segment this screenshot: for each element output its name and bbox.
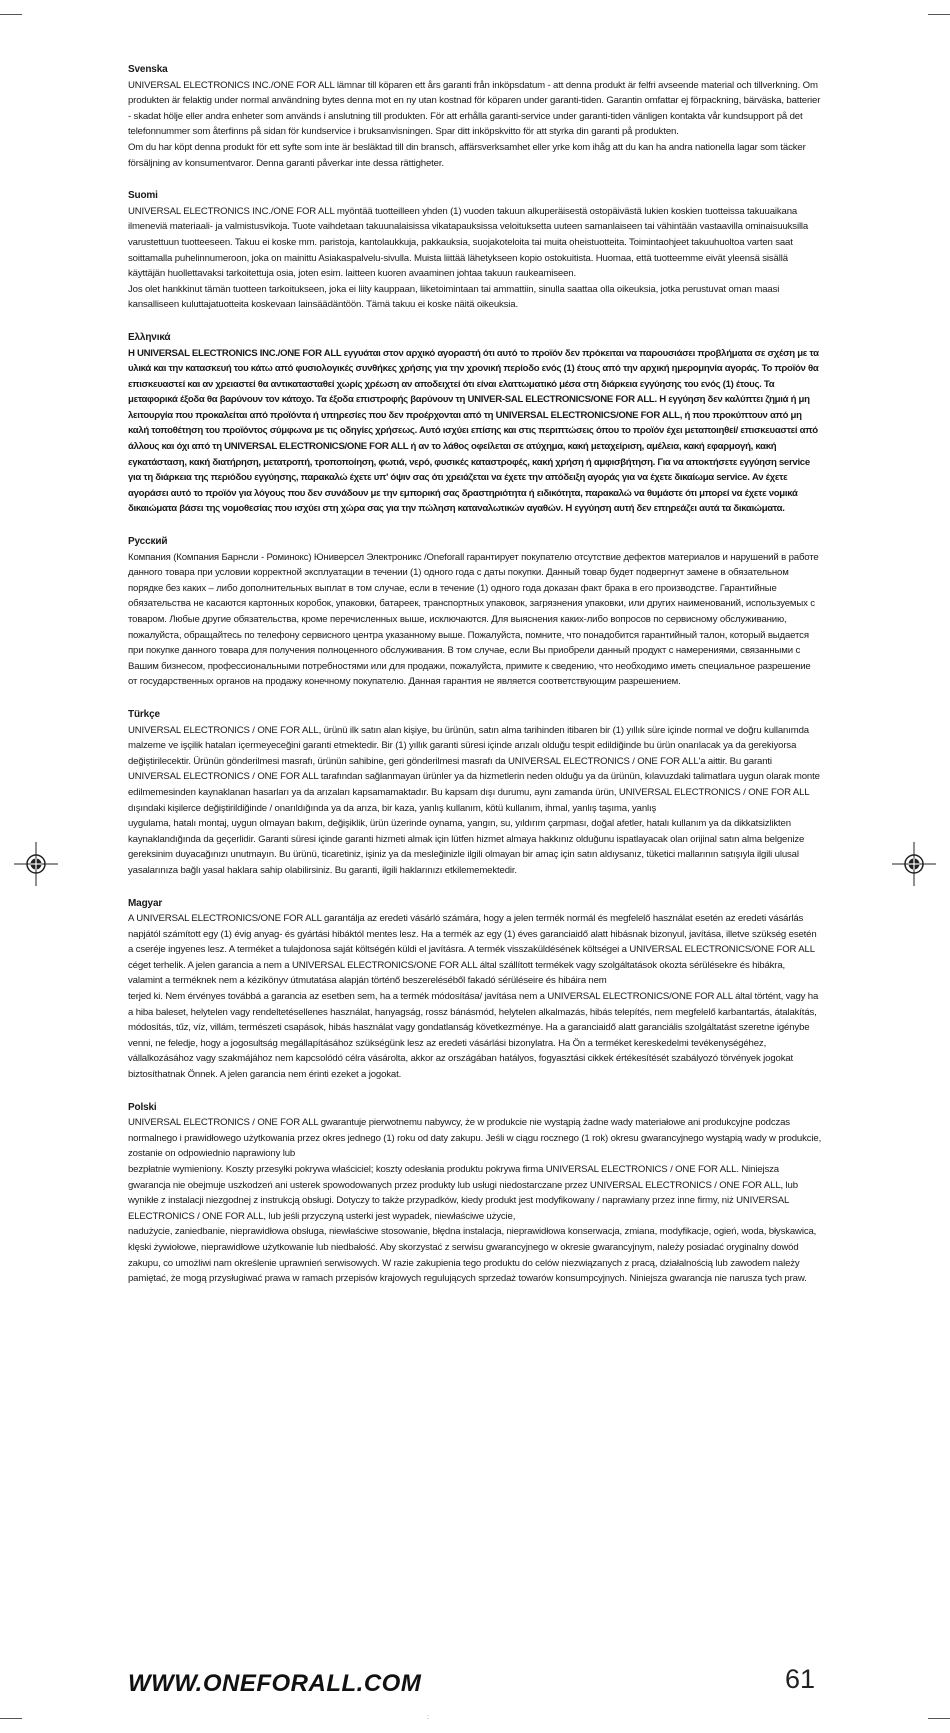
section-paragraph: A UNIVERSAL ELECTRONICS/ONE FOR ALL garantálja az eredeti vásárló számára, hogy a jelen termék normál és megfelelő használat esetén az eredeti vásárlás napjától számított egy (1) évig anyag- és gyártási hibáktól mentes lesz. Ha a termék az egy (1) éves garanciaidő alatt hibásnak bizonyul, javítása, illetve szükség esetén a cseréje ingyenes lesz. A terméket a tulajdonosa saját költségén küldi el javításra. A termék visszaküldésének költségei a UNIVERSAL ELECTRONICS/ONE FOR ALL céget terhelik. A jelen garancia a nem a UNIVERSAL ELECTRONICS/ONE FOR ALL által szállított termékek vagy szolgáltatások okozta sérülésekre és hibákra, valamint a terméknek nem a kézikönyv útmutatása alapján történő beszereléséből fakadó sérüléseire és hibáira nem xyxy=(128,913,817,987)
section-paragraph: bezpłatnie wymieniony. Koszty przesyłki pokrywa właściciel; koszty odesłania produktu pokrywa firma UNIVERSAL ELECTRONICS / ONE FOR ALL. Niniejsza gwarancja nie obejmuje uszkodzeń ani usterek spowodowanych przez produkty lub usługi niedostarczane przez UNIVERSAL ELECTRONICS / ONE FOR ALL, lub wynikłe z instalacji niezgodnej z instrukcją obsługi. Dotyczy to także przypadków, kiedy produkt jest modyfikowany / naprawiany przez inne firmy, niż UNIVERSAL ELECTRONICS / ONE FOR ALL, lub jeśli przyczyną usterki jest wypadek, niewłaściwe użycie, xyxy=(128,1164,798,1222)
section-svenska xyxy=(128,62,822,171)
crop-mark-top-left xyxy=(0,14,22,15)
warranty-text-column xyxy=(128,62,822,1304)
section-heading: Suomi xyxy=(128,190,158,202)
section-suomi xyxy=(128,188,822,313)
section-paragraph: Компания (Компания Барнсли - Роминокс) Юниверсел Электроникс /Oneforall гарантирует покупателю отсутствие дефектов материалов и нарушений в работе данного товара при условии корректной эксплуатации в течении (1) одного года с даты покупки. Данный товар будет подвергнут замене в обязательном порядке без каких – либо дополнительных выплат в том случае, если в течение (1) одного года доказан факт брака в его производстве. Гарантийные обязательства не касаются картонных коробок, упаковки, батареек, транспортных упаковок, загрязнения упаковки, или других наименований, используемых с товаром. Любые другие обязательства, кроме перечисленных выше, исключаются. Для выяснения каких-либо вопросов по сервисному обслуживанию, пожалуйста, обращайтесь по телефону сервисного центра указанному выше. Пожалуйста, помните, что понадобится гарантийный талон, который выдается при покупке данного товара для получения полноценного обслуживания. В том случае, если Вы приобрели данный продукт с намерениями, связанными с Вашим бизнесом, профессиональными потребностями или для продажи, пожалуйста, примите к сведению, что необходимо иметь специальное разрешение от государственных органов на продажу конечному покупателю. Данная гарантия не является соответствующим разрешением. xyxy=(128,551,819,688)
section-heading: Polski xyxy=(128,1101,157,1113)
section-paragraph: uygulama, hatalı montaj, uygun olmayan bakım, değişiklik, ürün üzerinde oynama, yangın, su, yıldırım çarpması, doğal afetler, hatalı kullanım ya da dikkatsizlikten kaynaklandığında da geçerlidir. Garanti süresi içinde garanti hizmeti almak için lütfen hizmet almaya hakkınız olduğunu ispatlayacak olan orijinal satın alma belgenize gereksinim duyacağınızı unutmayın. Bu ürünü, ticaretiniz, işiniz ya da mesleğinizle ilgili olmayan bir amaç için satın aldıysanız, tüketici mallarının satışıyla ilgili ulusal yasalarınıza bağlı yasal haklara sahip olabilirsiniz. Bu garanti, ilgili haklarınızı etkilememektedir. xyxy=(128,818,805,876)
page-number: 61 xyxy=(785,1664,816,1694)
section-paragraph: UNIVERSAL ELECTRONICS INC./ONE FOR ALL lämnar till köparen ett års garanti från inköpsdatum - att denna produkt är felfri avseende material och tillverkning. Om produkten är felaktig under normal användning bytes denna mot en ny utan kostnad för köparen under garanti-tiden. Garantin omfattar ej förpackning, bärväska, batterier - skadat hölje eller andra enheter som används i anslutning till produkten. För att erhålla garanti-service under garanti-tiden vänligen kontakta vår kundsupport på det telefonnummer som återfinns på sidan för kundservice i bruksanvisningen. Spar ditt inköpskvitto för att styrka din garanti på produkten. xyxy=(128,79,821,138)
section-paragraph: UNIVERSAL ELECTRONICS / ONE FOR ALL, ürünü ilk satın alan kişiye, bu ürünün, satın alma tarihinden itibaren bir (1) yıllık süre içinde normal ve doğru kullanımda malzeme ve işçilik hataları içermeyeceğini garanti etmektedir. Bir (1) yıllık garanti süresi içinde arızalı olduğu tespit edildiğinde bu ürün onarılacak ya da gerekiyorsa değiştirilecektir. Ürünün gönderilmesi masrafı, ürünün sahibine, geri gönderilmesi masrafı da UNIVERSAL ELECTRONICS / ONE FOR ALL'a aittir. Bu garanti UNIVERSAL ELECTRONICS / ONE FOR ALL tarafından sağlanmayan ürünler ya da hizmetlerin neden olduğu ya da ürünün, kılavuzdaki talimatlara uygun olarak monte edilmemesinden kaynaklanan hasarları ya da arızaları kapsamamaktadır. Bu kapsam dışı durumu, aynı zamanda ürün, UNIVERSAL ELECTRONICS / ONE FOR ALL dışındaki kişilerce değiştirildiğinde / onarıldığında ya da arıza, bir kaza, yanlış kullanım, kötü kullanım, ihmal, yanlış taşıma, yanlış xyxy=(128,724,820,814)
section-heading: Русский xyxy=(128,536,168,548)
crop-mark-bottom-right xyxy=(928,1718,950,1719)
section-paragraph: Om du har köpt denna produkt för ett syfte som inte är besläktad till din bransch, affärsverksamhet eller yrke kom ihåg att du kan ha andra nationella lagar som täcker försäljning av konsumentvaror. Denna garanti påverkar inte dessa rättigheter. xyxy=(128,141,806,169)
registration-mark-left-icon xyxy=(14,842,58,886)
section-heading: Ελληνικά xyxy=(128,331,171,343)
section-heading: Magyar xyxy=(128,897,163,909)
section-turkce xyxy=(128,707,822,879)
footer-website-url: WWW.ONEFORALL.COM xyxy=(128,1670,422,1697)
registration-mark-right-icon xyxy=(892,842,936,886)
section-heading: Svenska xyxy=(128,64,168,75)
section-magyar xyxy=(128,896,822,1083)
section-russkiy xyxy=(128,534,822,690)
section-heading: Türkçe xyxy=(128,708,160,720)
section-paragraph: terjed ki. Nem érvényes továbbá a garancia az esetben sem, ha a termék módosítása/ javítása nem a UNIVERSAL ELECTRONICS/ONE FOR ALL által történt, vagy ha a hiba baleset, helytelen vagy rendeltetésellenes használat, hanyagság, rossz bánásmód, helytelen alkalmazás, hibás telepítés, nem megfelelő karbantartás, átalakítás, módosítás, tűz, víz, villám, természeti csapások, hibás használat vagy gondatlanság következménye. Ha a garanciaidő alatt garanciális szolgáltatást szeretne igénybe venni, ne feledje, hogy a jogosultság megállapításához szükségünk lesz az eredeti vásárlási bizonylatra. Ha Ön a terméket kereskedelmi tevékenységéhez, vállalkozásához vagy szakmájához nem kapcsolódó célra vásárolta, akkor az országában hatályos, fogyasztási cikkek értékesítését szabályozó törvények jogokat biztosíthatnak Önnek. A jelen garancia nem érinti ezeket a jogokat. xyxy=(128,991,819,1081)
bottom-center-mark: : xyxy=(427,1714,429,1721)
section-polski xyxy=(128,1100,822,1287)
section-paragraph: Η UNIVERSAL ELECTRONICS INC./ONE FOR ALL εγγυάται στον αρχικό αγοραστή ότι αυτό το προϊόν δεν πρόκειται να παρουσιάσει προβλήματα σε σχέση με τα υλικά και την κατασκευή του κάτω από φυσιολογικές συνθήκες χρήσης για την χρονική περίοδο ενός (1) έτους από την αρχική ημερομηνία αγοράς. Το προϊόν θα επισκευαστεί και αν χρειαστεί θα αντικατασταθεί χωρίς χρέωση αν αποδειχτεί ότι είναι ελαττωματικό μέσα στη διάρκεια εγγύησης του ενός (1) έτους. Τα μεταφορικά έξοδα θα βαρύνουν τον κάτοχο. Τα έξοδα επιστροφής βαρύνουν τη UNIVER-SAL ELECTRONICS/ONE FOR ALL. Η εγγύηση δεν καλύπτει ζημιά ή μη λειτουργία που προκαλείται από προϊόντα ή υπηρεσίες που δεν προέρχονται από τη UNIVERSAL ELECTRONICS/ONE FOR ALL, ή που προκύπτουν από μη καλή τοποθέτηση του προϊόντος σύμφωνα με τις οδηγίες χρήσεως. Αυτό ισχύει επίσης και στις περιπτώσεις όπου το προϊόν έχει μεταποιηθεί/ επισκευαστεί από άλλους και όχι από τη UNIVERSAL ELECTRONICS/ONE FOR ALL ή αν το λάθος οφείλεται σε ατύχημα, κακή μεταχείριση, αμέλεια, κακή εφαρμογή, κακή εγκατάσταση, κακή διατήρηση, μετατροπή, τροποποίηση, φωτιά, νερό, φυσικές καταστροφές, κακή χρήση ή αμφισβήτηση. Για να αποκτήσετε εγγύηση service για τη διάρκεια της περιόδου εγγύησης, παρακαλώ έχετε υπ' όψιν σας ότι χρειάζεται να έχετε την απόδειξη αγοράς για να έχετε δικαίωμα service. Αν έχετε αγοράσει αυτό το προϊόν για λόγους που δεν συνάδουν με την εμπορική σας δραστηριότητα ή ειδικότητα, παρακαλώ να θυμάστε ότι μπορεί να έχετε νομικά δικαιώματα βάσει της νομοθεσίας που ισχύει στη χώρα σας για την πώληση καταναλωτικών αγαθών. Η εγγύηση αυτή δεν επηρεάζει αυτά τα δικαιώματα. xyxy=(128,347,819,515)
section-paragraph: nadużycie, zaniedbanie, nieprawidłowa obsługa, niewłaściwe stosowanie, błędna instalacja, nieprawidłowa konserwacja, zmiana, modyfikacje, ogień, woda, błyskawica, klęski żywiołowe, nieprawidłowe użytkowanie lub niedbałość. Aby skorzystać z serwisu gwarancyjnego w okresie gwarancyjnym, należy posiadać oryginalny dowód zakupu, co umożliwi nam określenie uprawnień serwisowych. W razie zakupienia tego produktu do celów niezwiązanych z pracą, działalnością lub zawodem należy pamiętać, że mogą przysługiwać prawa w ramach przepisów krajowych regulujących sprzedaż towarów konsumpcyjnych. Niniejsza gwarancja nie narusza tych praw. xyxy=(128,1226,817,1285)
section-paragraph: Jos olet hankkinut tämän tuotteen tarkoitukseen, joka ei liity kauppaan, liiketoimintaan tai ammattiin, sinulla saattaa olla oikeuksia, jotka perustuvat oman maasi kansalliseen kuluttajatuotteita koskevaan lainsäädäntöön. Tämä takuu ei koske näitä oikeuksia. xyxy=(128,283,780,311)
section-paragraph: UNIVERSAL ELECTRONICS / ONE FOR ALL gwarantuje pierwotnemu nabywcy, że w produkcie nie wystąpią żadne wady materiałowe ani produkcyjne podczas normalnego i prawidłowego użytkowania przez okres jednego (1) roku od daty zakupu. Jeśli w ciągu rocznego (1 rok) okresu gwarancyjnego wystąpią wady w produkcie, zostanie on odpowiednio naprawiony lub xyxy=(128,1117,822,1160)
section-paragraph: UNIVERSAL ELECTRONICS INC./ONE FOR ALL myöntää tuotteilleen yhden (1) vuoden takuun alkuperäisestä ostopäivästä lukien koskien tuotteissa takuuaikana ilmeneviä materiaali- ja valmistusvikoja. Tuote vaihdetaan takuunalaisissa vikatapauksissa veloituksetta uuteen samanlaiseen tai vähintään vastaavilla ominaisuuksilla varustettuun tuotteeseen. Takuu ei koske mm. paristoja, kantolaukkuja, pakkauksia, suojakoteloita tai muita oheistuotteita. Toimintaohjeet takuuhuoltoa varten saat soittamalla puhelinnumeroon, joka on mainittu Asiakaspalvelu-sivulla. Muista liittää lähetykseen kopio ostokuitista. Huomaa, että tuotteemme eivät yleensä sisällä käyttäjän huollettavaksi tarkoitettuja osia, joten esim. laitteen kuoren avaaminen johtaa takuun raukeamiseen. xyxy=(128,205,809,280)
crop-mark-bottom-left xyxy=(0,1718,22,1719)
crop-mark-top-right xyxy=(928,14,950,15)
section-ellinika xyxy=(128,330,822,517)
